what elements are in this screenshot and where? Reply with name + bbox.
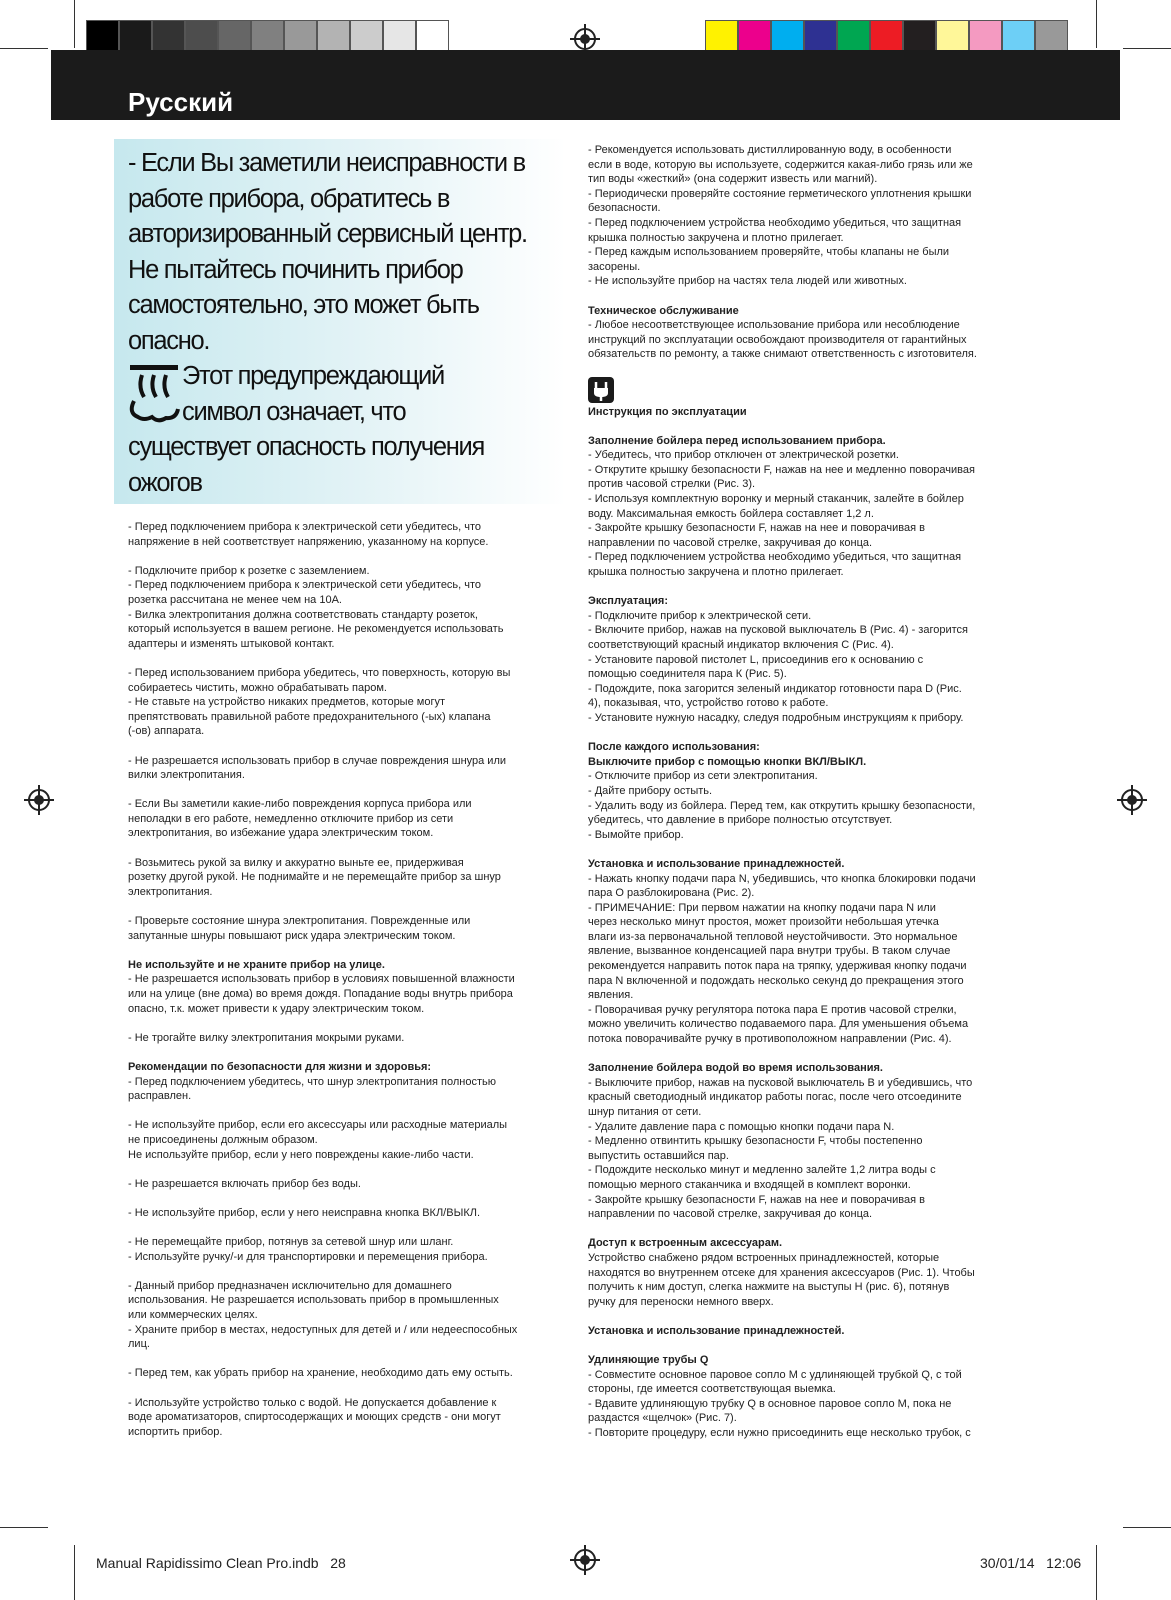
gray-swatch — [251, 20, 284, 54]
gray-swatch — [218, 20, 251, 54]
registration-mark-icon — [1121, 789, 1143, 811]
paragraph: - Перед тем, как убрать прибор на хранение, необходимо дать ему остыть. — [128, 1367, 513, 1380]
section-body: - Отключите прибор из сети электропитания. - Дайте прибору остыть. - Удалить воду из бойлера. Перед тем, как открутить крышку безопасности, убедитесь, что давление в приборе полностью отсутствует. - Вымойте прибор. — [588, 770, 976, 841]
section-body: - Перед подключением убедитесь, что шнур электропитания полностью распрaвлен. — [128, 1075, 496, 1103]
paragraph: - Не перемещайте прибор, потянув за сетевой шнур или шланг. - Используйте ручку/-и для транспортировки и перемещения прибора. — [128, 1236, 488, 1263]
registration-mark-icon — [574, 1549, 596, 1571]
paragraph: - Не используйте прибор, если у него неисправна кнопка ВКЛ/ВЫКЛ. — [128, 1206, 480, 1219]
crop-mark — [74, 0, 75, 48]
footer-file-info: Manual Rapidissimo Clean Pro.indb 28 — [96, 1555, 346, 1571]
section — [128, 1060, 568, 1104]
hot-steam-warning-icon — [128, 363, 182, 425]
section-heading: Эксплуатация: — [588, 595, 668, 608]
crop-mark — [74, 1545, 75, 1600]
color-swatch — [936, 20, 969, 54]
section — [588, 304, 1028, 362]
paragraph: - Перед использованием прибора убедитесь, что поверхность, которую вы собираетесь чистить, можно обрабатывать паром. - Не ставьте на устройство никаких предметов, которые могут препятствовать правильной работе предохранительного (-ых) клапана (-ов) аппарата. — [128, 666, 511, 738]
section — [588, 434, 1028, 580]
paragraph: - Не разрешается использовать прибор в случае повреждения шнура или вилки электропитания. — [128, 754, 507, 782]
gray-swatch — [284, 20, 317, 54]
section — [588, 1061, 1028, 1222]
section-body: - Любое несоответствующее использование прибора или несоблюдение инструкций по эксплуатации освобождают производителя от гарантийных обязательств по ремонту, а также снимают ответственность с изготовителя. — [588, 319, 977, 361]
warning-line: символ означает, что — [182, 397, 406, 426]
color-swatch — [804, 20, 837, 54]
section-heading: Не используйте и не храните прибор на улице. — [128, 958, 385, 971]
color-swatch — [771, 20, 804, 54]
color-swatch — [738, 20, 771, 54]
plug-icon — [588, 377, 614, 403]
paragraph: - Используйте устройство только с водой. Не допускается добавление к воде ароматизаторов, спиртосодержащих и моющих средств - они могут испортить прибор. — [128, 1396, 501, 1438]
crop-mark — [1123, 1527, 1171, 1528]
section-heading: Заполнение бойлера водой во время использования. — [588, 1062, 883, 1075]
paragraph: - Возьмитесь рукой за вилку и аккуратно выньте ее, придерживая розетку другой рукой. Не поднимайте и не перемещайте прибор за шнур электропитания. — [128, 856, 501, 898]
crop-mark — [1096, 0, 1097, 48]
footer-date: 30/01/14 12:06 — [980, 1555, 1082, 1571]
section — [588, 740, 1028, 842]
gray-swatch — [317, 20, 350, 54]
gray-swatch — [416, 20, 449, 54]
warning-symbol-row — [128, 359, 558, 430]
section-body: - Не разрешается использовать прибор в условиях повышенной влажности или на улице (вне дома) во время дождя. Попадание воды внутрь прибора опасно, т.к. может привести к удару электрическим током. — [128, 973, 515, 1015]
gray-swatch — [383, 20, 416, 54]
section — [128, 958, 568, 1016]
section-heading-standalone — [588, 1324, 1028, 1339]
crop-mark — [0, 48, 48, 49]
section-heading: Установка и использование принадлежностей. — [588, 857, 845, 870]
section-heading-standalone — [588, 405, 1028, 420]
gray-swatch — [152, 20, 185, 54]
color-swatch — [969, 20, 1002, 54]
section-heading: Установка и использование принадлежностей. — [588, 1324, 845, 1337]
language-title: Русский — [128, 87, 234, 117]
color-swatch — [837, 20, 870, 54]
section-body: - Подключите прибор к электрической сети. - Включите прибор, нажав на пусковой выключатель В (Рис. 4) - загорится соответствующий красный индикатор включения С (Рис. 4). - Установите паровой пистолет L, присоединив его к основанию с помощью соединителя пара К (Рис. 5). - Подождите, пока загорится зеленый индикатор готовности пара D (Рис. 4), показывая, что, устройство готово к работе. - Установите нужную насадку, следуя подробным инструкциям к прибору. — [588, 609, 968, 724]
right-text-column — [588, 143, 1028, 1455]
warning-callout — [128, 146, 558, 501]
section-heading: После каждого использования: — [588, 741, 760, 754]
color-swatch — [870, 20, 903, 54]
paragraph: - Если Вы заметили какие-либо повреждения корпуса прибора или неполадки в его работе, немедленно отключите прибор из сети электропитания, во избежание удара электрическим током. — [128, 798, 472, 840]
color-swatch — [903, 20, 936, 54]
section-heading: Выключите прибор с помощью кнопки ВКЛ/ВЫКЛ. — [588, 755, 867, 768]
section-body: - Совместите основное паровое сопло М с удлиняющей трубкой Q, с той стороны, где имеется соответствующая выемка. - Вдавите удлиняющую трубку Q в основное паровое сопло М, пока не раздастся «щелчок» (Рис. 7). - Повторите процедуру, если нужно присоединить еще несколько трубок, с — [588, 1368, 971, 1440]
paragraph: - Данный прибор предназначен исключительно для домашнего использования. Не разрешается использовать прибор в промышленных или коммерческих целях. - Храните прибор в местах, недоступных для детей и / или недееспособных лиц. — [128, 1279, 518, 1351]
section — [588, 857, 1028, 1047]
section-heading: Доступ к встроенным аксессуарам. — [588, 1237, 783, 1250]
warning-symbol-text — [182, 359, 444, 430]
registration-mark-icon — [28, 789, 50, 811]
gray-swatch — [185, 20, 218, 54]
section-heading: Инструкция по эксплуатации — [588, 405, 747, 418]
color-swatch — [705, 20, 738, 54]
gray-swatch — [350, 20, 383, 54]
section-heading: Техническое обслуживание — [588, 304, 739, 317]
section — [588, 1236, 1028, 1309]
crop-mark — [0, 1527, 48, 1528]
section-body: Устройство снабжено рядом встроенных принадлежностей, которые находятся во внутреннем отсеке для хранения аксессуаров (Рис. 1). Чтобы получить к ним доступ, слегка нажмите на выступы Н (рис. 6), потянув ручку для переноски немного вверх. — [588, 1251, 975, 1308]
color-swatch — [1002, 20, 1035, 54]
paragraph: - Рекомендуется использовать дистиллированную воду, в особенности если в воде, которую вы используете, содержится какая-либо грязь или же тип воды «жесткий» (она содержит известь или магний). - Периодически проверяйте состояние герметического уплотнения крышки безопасности. - Перед подключением устройства необходимо убедиться, что защитная крышка полностью закручена и плотно прилегает. - Перед каждым использованием проверяйте, чтобы клапаны не были засорены. - Не используйте прибор на частях тела людей или животных. — [588, 144, 973, 288]
paragraph: - Перед подключением прибора к электрической сети убедитесь, что напряжение в ней соответствует напряжению, указанному на корпусе. — [128, 521, 489, 548]
color-swatch — [1035, 20, 1068, 54]
section-heading: Заполнение бойлера перед использованием прибора. — [588, 434, 886, 447]
warning-line: существует опасность получения ожогов — [128, 433, 485, 497]
section-heading: Удлиняющие трубы Q — [588, 1354, 709, 1367]
registration-mark-icon — [574, 28, 596, 50]
section — [588, 594, 1028, 725]
section — [588, 1353, 1028, 1441]
section-body: - Убедитесь, что прибор отключен от электрической розетки. - Открутите крышку безопасности F, нажав на нее и медленно поворачивая против часовой стрелки (Рис. 3). - Используя комплектную воронку и мерный стаканчик, залейте в бойлер воду. Максимальная емкость бойлера составляет 1,2 л. - Закройте крышку безопасности F, нажав на нее и поворачивая в направлении по часовой стрелке, закручивая до конца. - Перед подключением устройства необходимо убедиться, что защитная крышка полностью закручена и плотно прилегает. — [588, 449, 975, 579]
callout-main-text: - Если Вы заметили неисправности в работе прибора, обратитесь в авторизированный сервисный центр. Не пытайтесь починить прибор самостоятельно, это может быть опасно. — [128, 149, 527, 355]
crop-mark — [1096, 1545, 1097, 1600]
gray-swatch — [86, 20, 119, 54]
warning-line: Этот предупреждающий — [182, 362, 444, 390]
paragraph: - Не трогайте вилку электропитания мокрыми руками. — [128, 1031, 405, 1044]
section-heading: Рекомендации по безопасности для жизни и здоровья: — [128, 1060, 432, 1073]
section-body: - Нажать кнопку подачи пара N, убедившись, что кнопка блокировки подачи пара О разблокирована (Рис. 2). - ПРИМЕЧАНИЕ: При первом нажатии на кнопку подачи пара N или через несколько минут простоя, может произойти небольшая утечка влаги из-за первоначальной тепловой неустойчивости. Это нормальное явление, вызванное конденсацией пара внутри трубы. В таком случае рекомендуется направить поток пара на тряпку, удерживая кнопку подачи пара N включенной и подождать несколько секунд до прекращения этого явления. - Поворачивая ручку регулятора потока пара Е против часовой стрелки, можно увеличить количество подаваемого пара. Для уменьшения объема потока поворачивайте ручку в противоположном направлении (Рис. 4). — [588, 872, 976, 1046]
paragraph: - Подключите прибор к розетке с заземлением. - Перед подключением прибора к электрической сети убедитесь, что розетка рассчитана не менее чем на 10А. - Вилка электропитания должна соответствовать стандарту розеток, который используется в вашем регионе. Не рекомендуется использовать адаптеры и изменять штыковой контакт. — [128, 564, 504, 650]
crop-mark — [1123, 48, 1171, 49]
paragraph: - Проверьте состояние шнура электропитания. Поврежденные или запутанные шнуры повышают риск удара электрическим током. — [128, 915, 471, 942]
section-body: - Выключите прибор, нажав на пусковой выключатель В и убедившись, что красный светодиодный индикатор работы погас, после чего отсоедините шнур питания от сети. - Удалите давление пара с помощью кнопки подачи пара N. - Медленно отвинтить крышку безопасности F, чтобы постепенно выпустить оставшийся пар. - Подождите несколько минут и медленно залейте 1,2 литра воды с помощью мерного стаканчика и входящей в комплект воронки. - Закройте крышку безопасности F, нажав на нее и поворачивая в направлении по часовой стрелке, закручивая до конца. — [588, 1076, 973, 1221]
left-text-column — [128, 520, 568, 1454]
paragraph: - Не используйте прибор, если его аксессуары или расходные материалы не присоединены должным образом. Не используйте прибор, если у него повреждены какие-либо части. — [128, 1119, 508, 1161]
paragraph: - Не разрешается включать прибор без воды. — [128, 1177, 361, 1190]
gray-swatch — [119, 20, 152, 54]
